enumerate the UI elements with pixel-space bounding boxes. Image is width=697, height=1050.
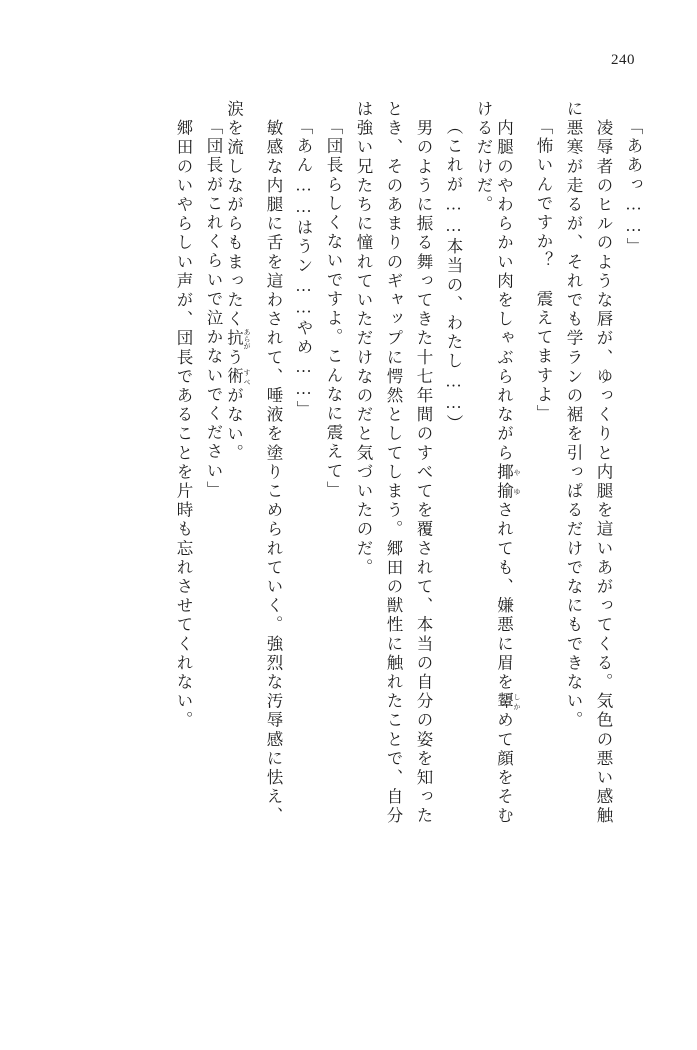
text-line: 「団長がこれくらいで泣かないでください」 — [204, 118, 223, 500]
text-line: けるだけだ。 — [474, 100, 493, 215]
text-line: 内腿のやわらかい肉をしゃぶられながら揶揄 やゆされても、嫌悪に眉を顰 しかめて顔をそむ — [494, 100, 521, 826]
page-number: 240 — [611, 52, 635, 68]
text-line: 涙を流しながらもまったく抗 あらがう術 すべがない。 — [224, 100, 251, 463]
vertical-text-body — [56, 100, 641, 990]
text-line: は強い兄たちに憧れていただけなのだと気づいたのだ。 — [354, 100, 373, 578]
text-line: 敏感な内腿に舌を這わされて、唾液を塗りこめられていく。強烈な汚辱感に怯え、 — [264, 100, 283, 826]
text-line: 「あん……はうン……やめ……」 — [294, 118, 313, 420]
text-line: 「団長らしくないですよ。こんなに震えて」 — [324, 118, 343, 500]
text-line: に悪寒が走るが、それでも学ランの裾を引っぱるだけでなにもできない。 — [564, 100, 583, 731]
text-line: 「怖いんですか？ 震えてますよ」 — [534, 118, 553, 424]
text-line: 郷田のいやらしい声が、団長であることを片時も忘れさせてくれない。 — [174, 100, 193, 731]
text-line: （これが……本当の、わたし……） — [444, 118, 463, 434]
text-line: とき、そのあまりのギャップに愕然としてしまう。郷田の獣性に触れたことで、自分 — [384, 100, 403, 826]
text-line: 凌辱者のヒルのような唇が、ゆっくりと内腿を這いあがってくる。気色の悪い感触 — [594, 100, 613, 826]
text-line: 「ああっ……」 — [624, 118, 643, 257]
text-line: 男のように振る舞ってきた十七年間のすべてを覆されて、本当の自分の姿を知った — [414, 100, 433, 826]
